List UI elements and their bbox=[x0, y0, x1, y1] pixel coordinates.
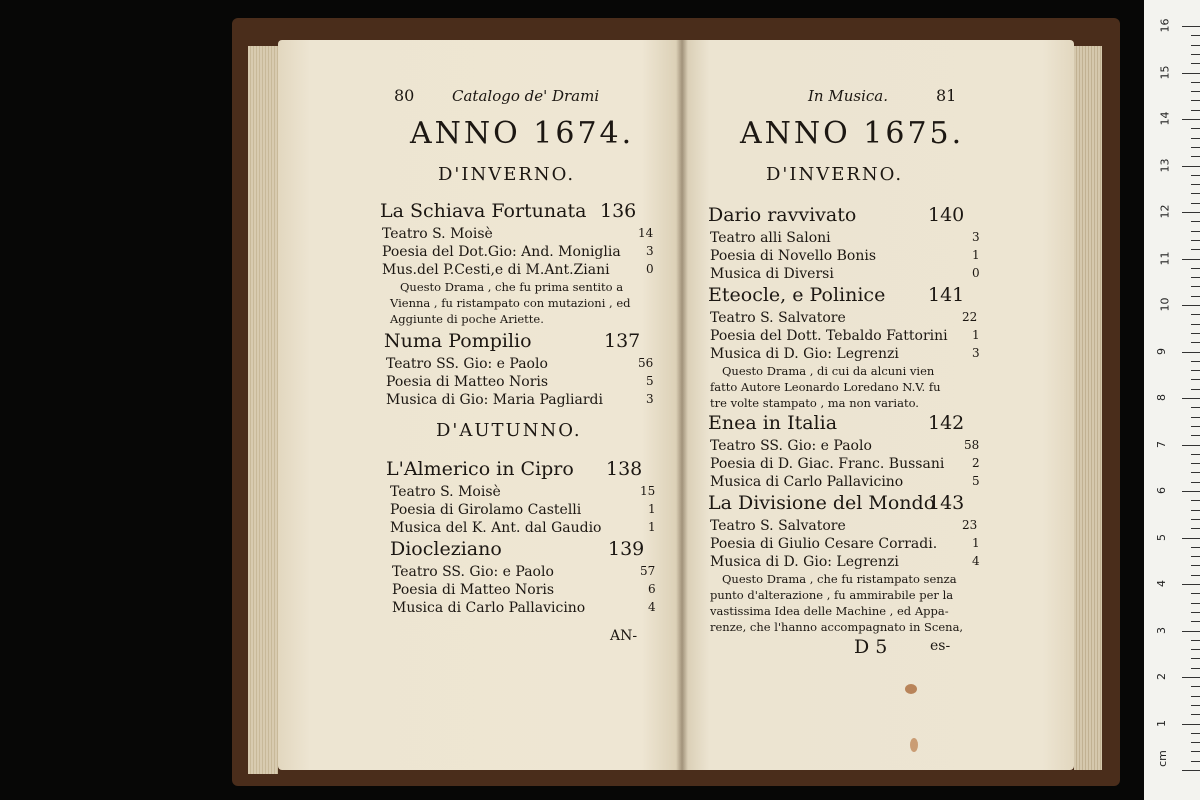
ruler-tick bbox=[1191, 45, 1200, 46]
ruler-tick bbox=[1191, 128, 1200, 129]
ruler-tick bbox=[1191, 184, 1200, 185]
ruler-label: 5 bbox=[1155, 533, 1168, 541]
entry-line-number: 0 bbox=[646, 262, 654, 276]
ruler-tick bbox=[1191, 249, 1200, 250]
entry-number: 138 bbox=[606, 458, 643, 480]
entry-note-line: Questo Drama , che fu prima sentito a bbox=[400, 280, 624, 294]
entry-title: L'Almerico in Cipro bbox=[386, 458, 574, 480]
ruler-tick bbox=[1182, 212, 1200, 213]
page-number: 80 bbox=[394, 86, 415, 105]
ink-stain bbox=[905, 684, 917, 694]
ruler-tick bbox=[1191, 324, 1200, 325]
ruler-tick bbox=[1191, 593, 1200, 594]
entry-line: Poesia di Matteo Noris bbox=[392, 582, 555, 598]
entry-line-number: 1 bbox=[972, 328, 980, 342]
ruler-label: 14 bbox=[1158, 111, 1172, 126]
ruler-tick bbox=[1191, 156, 1200, 157]
ruler-tick bbox=[1191, 519, 1200, 520]
entry-title: Numa Pompilio bbox=[384, 330, 532, 352]
ruler-tick bbox=[1191, 314, 1200, 315]
ruler-tick bbox=[1182, 119, 1200, 120]
entry-line: Mus.del P.Cesti,e di M.Ant.Ziani bbox=[382, 262, 610, 278]
entry-line-number: 4 bbox=[648, 600, 656, 614]
ruler-tick bbox=[1191, 705, 1200, 706]
entry-title: Diocleziano bbox=[390, 538, 502, 560]
ruler-tick bbox=[1191, 575, 1200, 576]
ruler-label: 15 bbox=[1158, 65, 1172, 79]
ruler-tick bbox=[1191, 696, 1200, 697]
entry-note-line: tre volte stampato , ma non variato. bbox=[710, 396, 919, 410]
ruler-tick bbox=[1182, 677, 1200, 678]
ruler-tick bbox=[1191, 286, 1200, 287]
ruler-tick bbox=[1191, 100, 1200, 101]
entry-line-number: 5 bbox=[646, 374, 654, 388]
entry-line-number: 6 bbox=[648, 582, 656, 596]
entry-line: Poesia del Dot.Gio: And. Moniglia bbox=[382, 244, 621, 260]
entry-title: Eteocle, e Polinice bbox=[708, 284, 886, 306]
entry-line-number: 1 bbox=[972, 248, 980, 262]
entry-line-number: 4 bbox=[972, 554, 980, 568]
ruler-label: 3 bbox=[1155, 626, 1168, 634]
ruler-tick bbox=[1191, 640, 1200, 641]
ruler-tick bbox=[1191, 482, 1200, 483]
entry-line: Poesia di Matteo Noris bbox=[386, 374, 549, 390]
season-heading: D'INVERNO. bbox=[438, 164, 576, 185]
ruler-label: 7 bbox=[1155, 440, 1168, 448]
ruler-tick bbox=[1191, 91, 1200, 92]
ruler-tick bbox=[1191, 528, 1200, 529]
entry-line: Teatro alli Saloni bbox=[710, 230, 831, 246]
ruler-tick bbox=[1182, 73, 1200, 74]
ruler-label: 8 bbox=[1155, 394, 1168, 401]
ruler-tick bbox=[1182, 26, 1200, 27]
entry-line: Musica di D. Gio: Legrenzi bbox=[710, 554, 899, 570]
entry-line: Musica del K. Ant. dal Gaudio bbox=[390, 520, 602, 536]
ruler-label: 10 bbox=[1158, 297, 1172, 312]
entry-line-number: 3 bbox=[972, 230, 980, 244]
entry-line-number: 3 bbox=[646, 244, 654, 258]
entry-line-number: 5 bbox=[972, 474, 980, 488]
right-page bbox=[682, 40, 1074, 770]
entry-line: Teatro S. Moisè bbox=[382, 226, 493, 242]
ruler-tick bbox=[1191, 621, 1200, 622]
entry-line: Teatro S. Salvatore bbox=[710, 518, 846, 534]
ruler-tick bbox=[1191, 417, 1200, 418]
entry-line-number: 2 bbox=[972, 456, 980, 470]
ruler-tick bbox=[1191, 54, 1200, 55]
catchword: AN- bbox=[610, 628, 638, 644]
ruler-tick bbox=[1182, 584, 1200, 585]
ruler-tick bbox=[1191, 379, 1200, 380]
ink-stain bbox=[910, 738, 918, 752]
entry-line-number: 1 bbox=[648, 502, 656, 516]
ruler-tick bbox=[1182, 259, 1200, 260]
ruler-tick bbox=[1191, 733, 1200, 734]
ruler-label: 1 bbox=[1155, 719, 1168, 727]
ruler-tick bbox=[1191, 175, 1200, 176]
ruler-tick bbox=[1191, 268, 1200, 269]
running-head: In Musica. bbox=[808, 87, 888, 105]
entry-title: Dario ravvivato bbox=[708, 204, 857, 226]
entry-line: Teatro SS. Gio: e Paolo bbox=[710, 438, 872, 454]
ruler-tick bbox=[1191, 240, 1200, 241]
entry-title: Enea in Italia bbox=[708, 412, 838, 434]
entry-number: 137 bbox=[604, 330, 641, 352]
year-heading: ANNO 1674. bbox=[410, 116, 635, 151]
entry-line-number: 1 bbox=[648, 520, 656, 534]
ruler-unit-label: cm bbox=[1155, 750, 1169, 767]
ruler-tick bbox=[1182, 166, 1200, 167]
left-page bbox=[278, 40, 682, 770]
ruler-tick bbox=[1191, 63, 1200, 64]
entry-line-number: 58 bbox=[964, 438, 980, 452]
entry-note-line: Aggiunte di poche Ariette. bbox=[390, 312, 544, 326]
ruler-tick bbox=[1191, 407, 1200, 408]
ruler-tick bbox=[1182, 491, 1200, 492]
ruler-tick bbox=[1191, 547, 1200, 548]
ruler-tick bbox=[1191, 370, 1200, 371]
ruler-tick bbox=[1191, 35, 1200, 36]
entry-line-number: 56 bbox=[638, 356, 654, 370]
ruler-label: 9 bbox=[1155, 347, 1168, 355]
entry-line-number: 14 bbox=[638, 226, 654, 240]
measurement-ruler bbox=[1144, 0, 1200, 800]
entry-number: 140 bbox=[928, 204, 965, 226]
ruler-tick bbox=[1191, 193, 1200, 194]
ruler-tick bbox=[1191, 510, 1200, 511]
running-head: Catalogo de' Drami bbox=[452, 87, 600, 105]
ruler-tick bbox=[1182, 352, 1200, 353]
ruler-tick bbox=[1191, 277, 1200, 278]
entry-number: 141 bbox=[928, 284, 965, 306]
entry-title: La Schiava Fortunata bbox=[380, 200, 587, 222]
ruler-tick bbox=[1191, 342, 1200, 343]
entry-line: Teatro S. Moisè bbox=[390, 484, 501, 500]
entry-line-number: 15 bbox=[640, 484, 656, 498]
ruler-tick bbox=[1191, 686, 1200, 687]
ruler-tick bbox=[1191, 361, 1200, 362]
entry-line: Poesia di Novello Bonis bbox=[710, 248, 877, 264]
entry-number: 142 bbox=[928, 412, 965, 434]
ruler-tick bbox=[1182, 445, 1200, 446]
ruler-tick bbox=[1191, 714, 1200, 715]
entry-line-number: 3 bbox=[646, 392, 654, 406]
entry-line: Poesia del Dott. Tebaldo Fattorini bbox=[710, 328, 948, 344]
entry-line: Musica di D. Gio: Legrenzi bbox=[710, 346, 899, 362]
catchword: es- bbox=[930, 638, 951, 654]
ruler-tick bbox=[1191, 556, 1200, 557]
entry-note-line: punto d'alterazione , fu ammirabile per la bbox=[710, 588, 954, 602]
ruler-tick bbox=[1191, 231, 1200, 232]
ruler-label: 13 bbox=[1158, 158, 1172, 172]
book-gutter bbox=[676, 40, 688, 770]
entry-line-number: 57 bbox=[640, 564, 656, 578]
ruler-tick bbox=[1182, 538, 1200, 539]
entry-line-number: 1 bbox=[972, 536, 980, 550]
entry-number: 143 bbox=[928, 492, 965, 514]
signature-mark: D 5 bbox=[854, 636, 888, 658]
ruler-tick bbox=[1191, 612, 1200, 613]
ruler-label: 2 bbox=[1155, 673, 1168, 680]
ruler-label: 16 bbox=[1158, 18, 1172, 33]
ruler-tick bbox=[1182, 398, 1200, 399]
ruler-tick bbox=[1191, 110, 1200, 111]
year-heading: ANNO 1675. bbox=[740, 116, 965, 151]
ruler-tick bbox=[1191, 649, 1200, 650]
entry-line-number: 23 bbox=[962, 518, 978, 532]
ruler-tick bbox=[1191, 668, 1200, 669]
entry-title: La Divisione del Mondo bbox=[708, 492, 936, 514]
entry-line: Poesia di Giulio Cesare Corradi. bbox=[710, 536, 938, 552]
ruler-tick bbox=[1182, 770, 1200, 771]
ruler-label: 12 bbox=[1158, 204, 1172, 219]
entry-line: Poesia di Girolamo Castelli bbox=[390, 502, 582, 518]
page-number: 81 bbox=[936, 86, 957, 105]
entry-number: 139 bbox=[608, 538, 645, 560]
ruler-label: 6 bbox=[1155, 487, 1168, 494]
ruler-tick bbox=[1182, 305, 1200, 306]
right-page-edges bbox=[1074, 46, 1102, 770]
entry-line: Musica di Carlo Pallavicino bbox=[392, 600, 586, 616]
left-page-edges bbox=[248, 46, 278, 774]
ruler-tick bbox=[1191, 658, 1200, 659]
entry-note-line: Questo Drama , di cui da alcuni vien bbox=[722, 364, 935, 378]
ruler-tick bbox=[1191, 333, 1200, 334]
ruler-tick bbox=[1191, 463, 1200, 464]
entry-line-number: 22 bbox=[962, 310, 978, 324]
entry-number: 136 bbox=[600, 200, 637, 222]
ruler-tick bbox=[1182, 631, 1200, 632]
entry-note-line: fatto Autore Leonardo Loredano N.V. fu bbox=[710, 380, 941, 394]
ruler-tick bbox=[1191, 742, 1200, 743]
ruler-tick bbox=[1191, 221, 1200, 222]
ruler-tick bbox=[1191, 500, 1200, 501]
entry-line: Musica di Gio: Maria Pagliardi bbox=[386, 392, 603, 408]
entry-line: Teatro S. Salvatore bbox=[710, 310, 846, 326]
ruler-tick bbox=[1191, 761, 1200, 762]
entry-line: Teatro SS. Gio: e Paolo bbox=[386, 356, 548, 372]
ruler-label: 11 bbox=[1158, 251, 1172, 265]
ruler-tick bbox=[1191, 435, 1200, 436]
ruler-tick bbox=[1191, 203, 1200, 204]
entry-note-line: Vienna , fu ristampato con mutazioni , ed bbox=[390, 296, 631, 310]
ruler-label: 4 bbox=[1155, 580, 1168, 587]
ruler-tick bbox=[1191, 389, 1200, 390]
ruler-tick bbox=[1191, 603, 1200, 604]
entry-line-number: 3 bbox=[972, 346, 980, 360]
ruler-tick bbox=[1191, 426, 1200, 427]
season-heading: D'AUTUNNO. bbox=[436, 420, 582, 441]
entry-line-number: 0 bbox=[972, 266, 980, 280]
entry-line: Poesia di D. Giac. Franc. Bussani bbox=[710, 456, 945, 472]
entry-note-line: vastissima Idea delle Machine , ed Appa- bbox=[710, 604, 949, 618]
ruler-tick bbox=[1191, 147, 1200, 148]
ruler-tick bbox=[1191, 296, 1200, 297]
ruler-tick bbox=[1191, 454, 1200, 455]
ruler-tick bbox=[1191, 82, 1200, 83]
season-heading: D'INVERNO. bbox=[766, 164, 904, 185]
entry-line: Teatro SS. Gio: e Paolo bbox=[392, 564, 554, 580]
entry-line: Musica di Diversi bbox=[710, 266, 834, 282]
entry-note-line: renze, che l'hanno accompagnato in Scena, bbox=[710, 620, 964, 634]
ruler-tick bbox=[1191, 751, 1200, 752]
ruler-tick bbox=[1191, 472, 1200, 473]
ruler-tick bbox=[1191, 565, 1200, 566]
entry-note-line: Questo Drama , che fu ristampato senza bbox=[722, 572, 957, 586]
ruler-tick bbox=[1182, 724, 1200, 725]
ruler-tick bbox=[1191, 138, 1200, 139]
entry-line: Musica di Carlo Pallavicino bbox=[710, 474, 904, 490]
